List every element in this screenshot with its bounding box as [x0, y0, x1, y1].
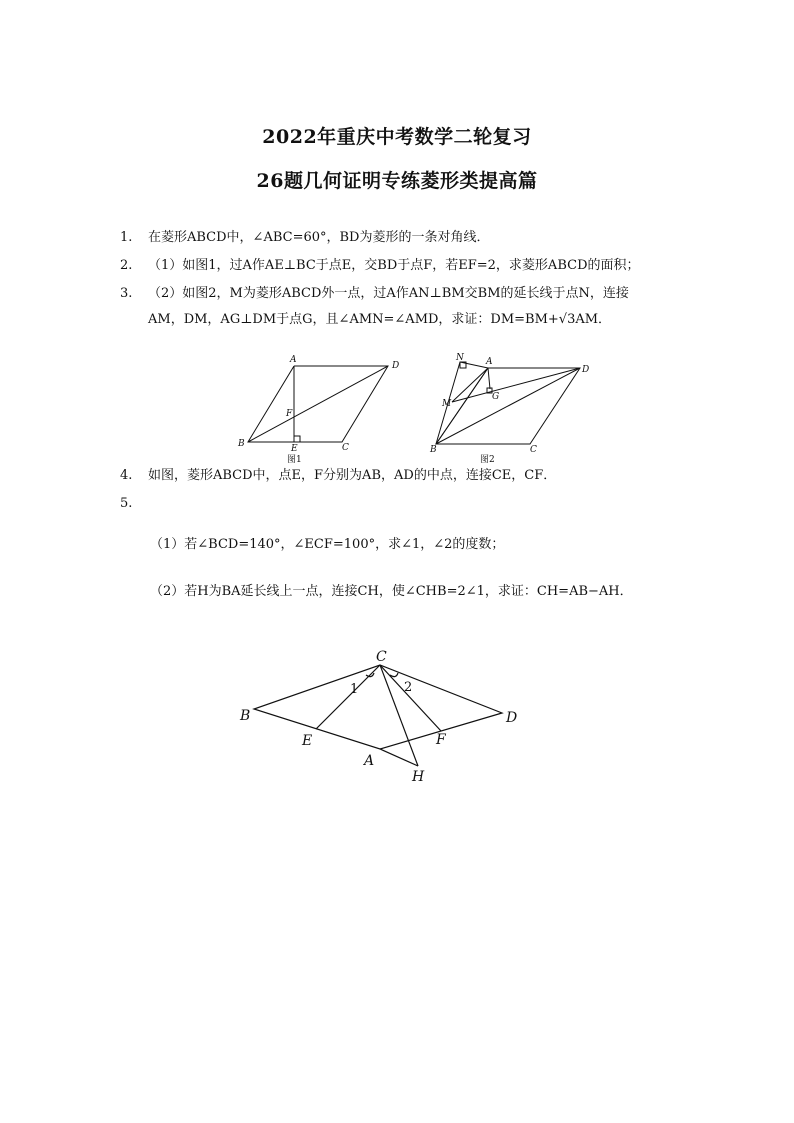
- fig1-label-b: B: [238, 439, 245, 449]
- fig2-label-a: A: [486, 357, 493, 367]
- problem-number: 3.: [120, 286, 133, 301]
- fig3-label-b: B: [240, 708, 251, 724]
- fig2-label-m: M: [442, 399, 452, 409]
- fig2-caption: 图2: [480, 455, 495, 465]
- problem-number: 4.: [120, 468, 133, 483]
- fig3-label-f: F: [436, 732, 446, 748]
- subquestion-1: （1）若∠BCD=140°，∠ECF=100°，求∠1，∠2的度数；: [150, 537, 505, 552]
- fig3-label-h: H: [412, 769, 425, 785]
- fig1-label-d: D: [392, 361, 400, 371]
- problem-text: 如图，菱形ABCD中，点E，F分别为AB，AD的中点，连接CE，CF．: [148, 468, 557, 483]
- fig2-label-n: N: [456, 353, 464, 363]
- fig1-label-a: A: [290, 355, 297, 365]
- problem-number: 5.: [120, 496, 133, 511]
- fig1-label-f: F: [286, 409, 293, 419]
- fig3-angle-2: 2: [404, 680, 413, 695]
- fig2-label-g: G: [492, 392, 500, 402]
- problem-text: 在菱形ABCD中，∠ABC=60°，BD为菱形的一条对角线．: [148, 230, 490, 245]
- problem-text: （2）如图2，M为菱形ABCD外一点，过A作AN⊥BM交BM的延长线于点N，连接: [148, 286, 629, 301]
- fig1-label-e: E: [291, 444, 298, 454]
- fig3-label-c: C: [376, 649, 387, 665]
- figure-1-2: [230, 350, 600, 468]
- figure-3: [230, 645, 530, 790]
- problem-number: 1.: [120, 230, 133, 245]
- title-line-1: 2022年重庆中考数学二轮复习: [262, 126, 532, 148]
- fig3-label-e: E: [302, 733, 313, 749]
- problem-number: 2.: [120, 258, 133, 273]
- subquestion-2: （2）若H为BA延长线上一点，连接CH，使∠CHB=2∠1，求证：CH=AB−AH．: [150, 584, 633, 599]
- fig3-label-d: D: [506, 710, 518, 726]
- fig1-caption: 图1: [287, 455, 302, 465]
- fig2-label-b: B: [430, 445, 437, 455]
- problem-text: （1）如图1，过A作AE⊥BC于点E，交BD于点F，若EF=2，求菱形ABCD的面积；: [148, 258, 640, 273]
- fig3-angle-1: 1: [350, 682, 359, 697]
- problem-text-line2: AM，DM，AG⊥DM于点G，且∠AMN=∠AMD，求证：DM=BM+√3AM．: [148, 312, 612, 327]
- fig1-label-c: C: [342, 443, 349, 453]
- title-line-2: 26题几何证明专练菱形类提高篇: [256, 170, 538, 192]
- fig2-label-c: C: [530, 445, 537, 455]
- fig3-label-a: A: [364, 753, 375, 769]
- fig2-label-d: D: [582, 365, 590, 375]
